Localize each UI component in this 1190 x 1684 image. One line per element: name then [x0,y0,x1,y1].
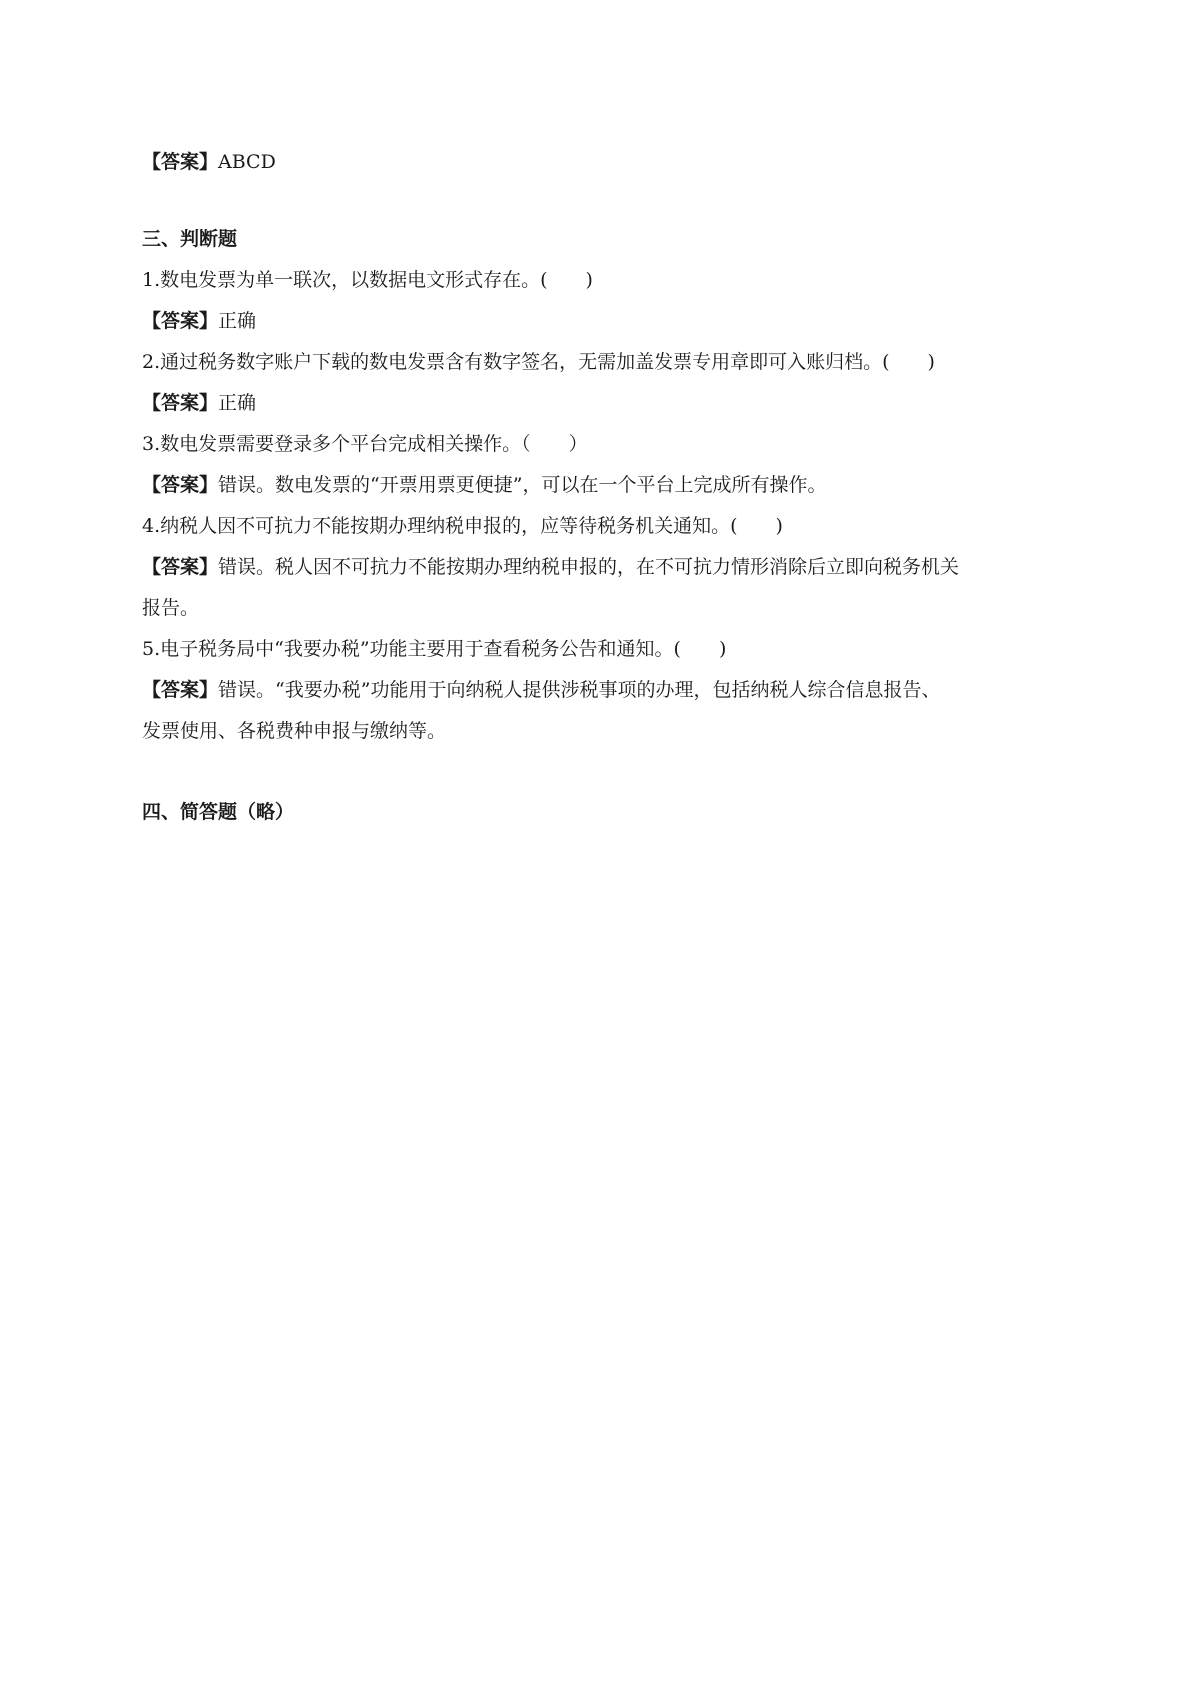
answer-3 [142,465,1062,506]
section-3-title: 三、判断题 [142,228,238,250]
previous-answer [142,142,1062,183]
question-3: 3.数电发票需要登录多个平台完成相关操作。（ ） [142,433,588,455]
answer-text: 错误。税人因不可抗力不能按期办理纳税申报的，在不可抗力情形消除后立即向税务机关 [218,556,960,578]
answer-tag: 【答案】 [142,151,219,173]
question-2: 2.通过税务数字账户下载的数电发票含有数字签名，无需加盖发票专用章即可入账归档。( ) [142,351,935,373]
spacer [142,752,1062,792]
answer-2 [142,383,1062,424]
answer-tag: 【答案】 [142,556,219,578]
answer-4-continued: 报告。 [142,597,200,619]
document-page [142,142,1062,833]
section-4-title: 四、简答题（略） [142,801,295,823]
answer-tag: 【答案】 [142,392,219,414]
answer-text: ABCD [218,151,276,173]
answer-5-continued: 发票使用、各税费种申报与缴纳等。 [142,720,447,742]
answer-tag: 【答案】 [142,679,219,701]
answer-text: 正确 [218,310,257,332]
answer-text: 正确 [218,392,257,414]
answer-tag: 【答案】 [142,310,219,332]
answer-text: 错误。数电发票的“开票用票更便捷”，可以在一个平台上完成所有操作。 [218,474,827,496]
answer-1 [142,301,1062,342]
spacer [142,183,1062,219]
question-4: 4.纳税人因不可抗力不能按期办理纳税申报的，应等待税务机关通知。( ) [142,515,783,537]
answer-text: 错误。“我要办税”功能用于向纳税人提供涉税事项的办理，包括纳税人综合信息报告、 [218,679,941,701]
answer-4 [142,547,1062,588]
answer-5 [142,670,1062,711]
question-5: 5.电子税务局中“我要办税”功能主要用于查看税务公告和通知。( ) [142,638,727,660]
answer-tag: 【答案】 [142,474,219,496]
question-1: 1.数电发票为单一联次，以数据电文形式存在。( ) [142,269,593,291]
